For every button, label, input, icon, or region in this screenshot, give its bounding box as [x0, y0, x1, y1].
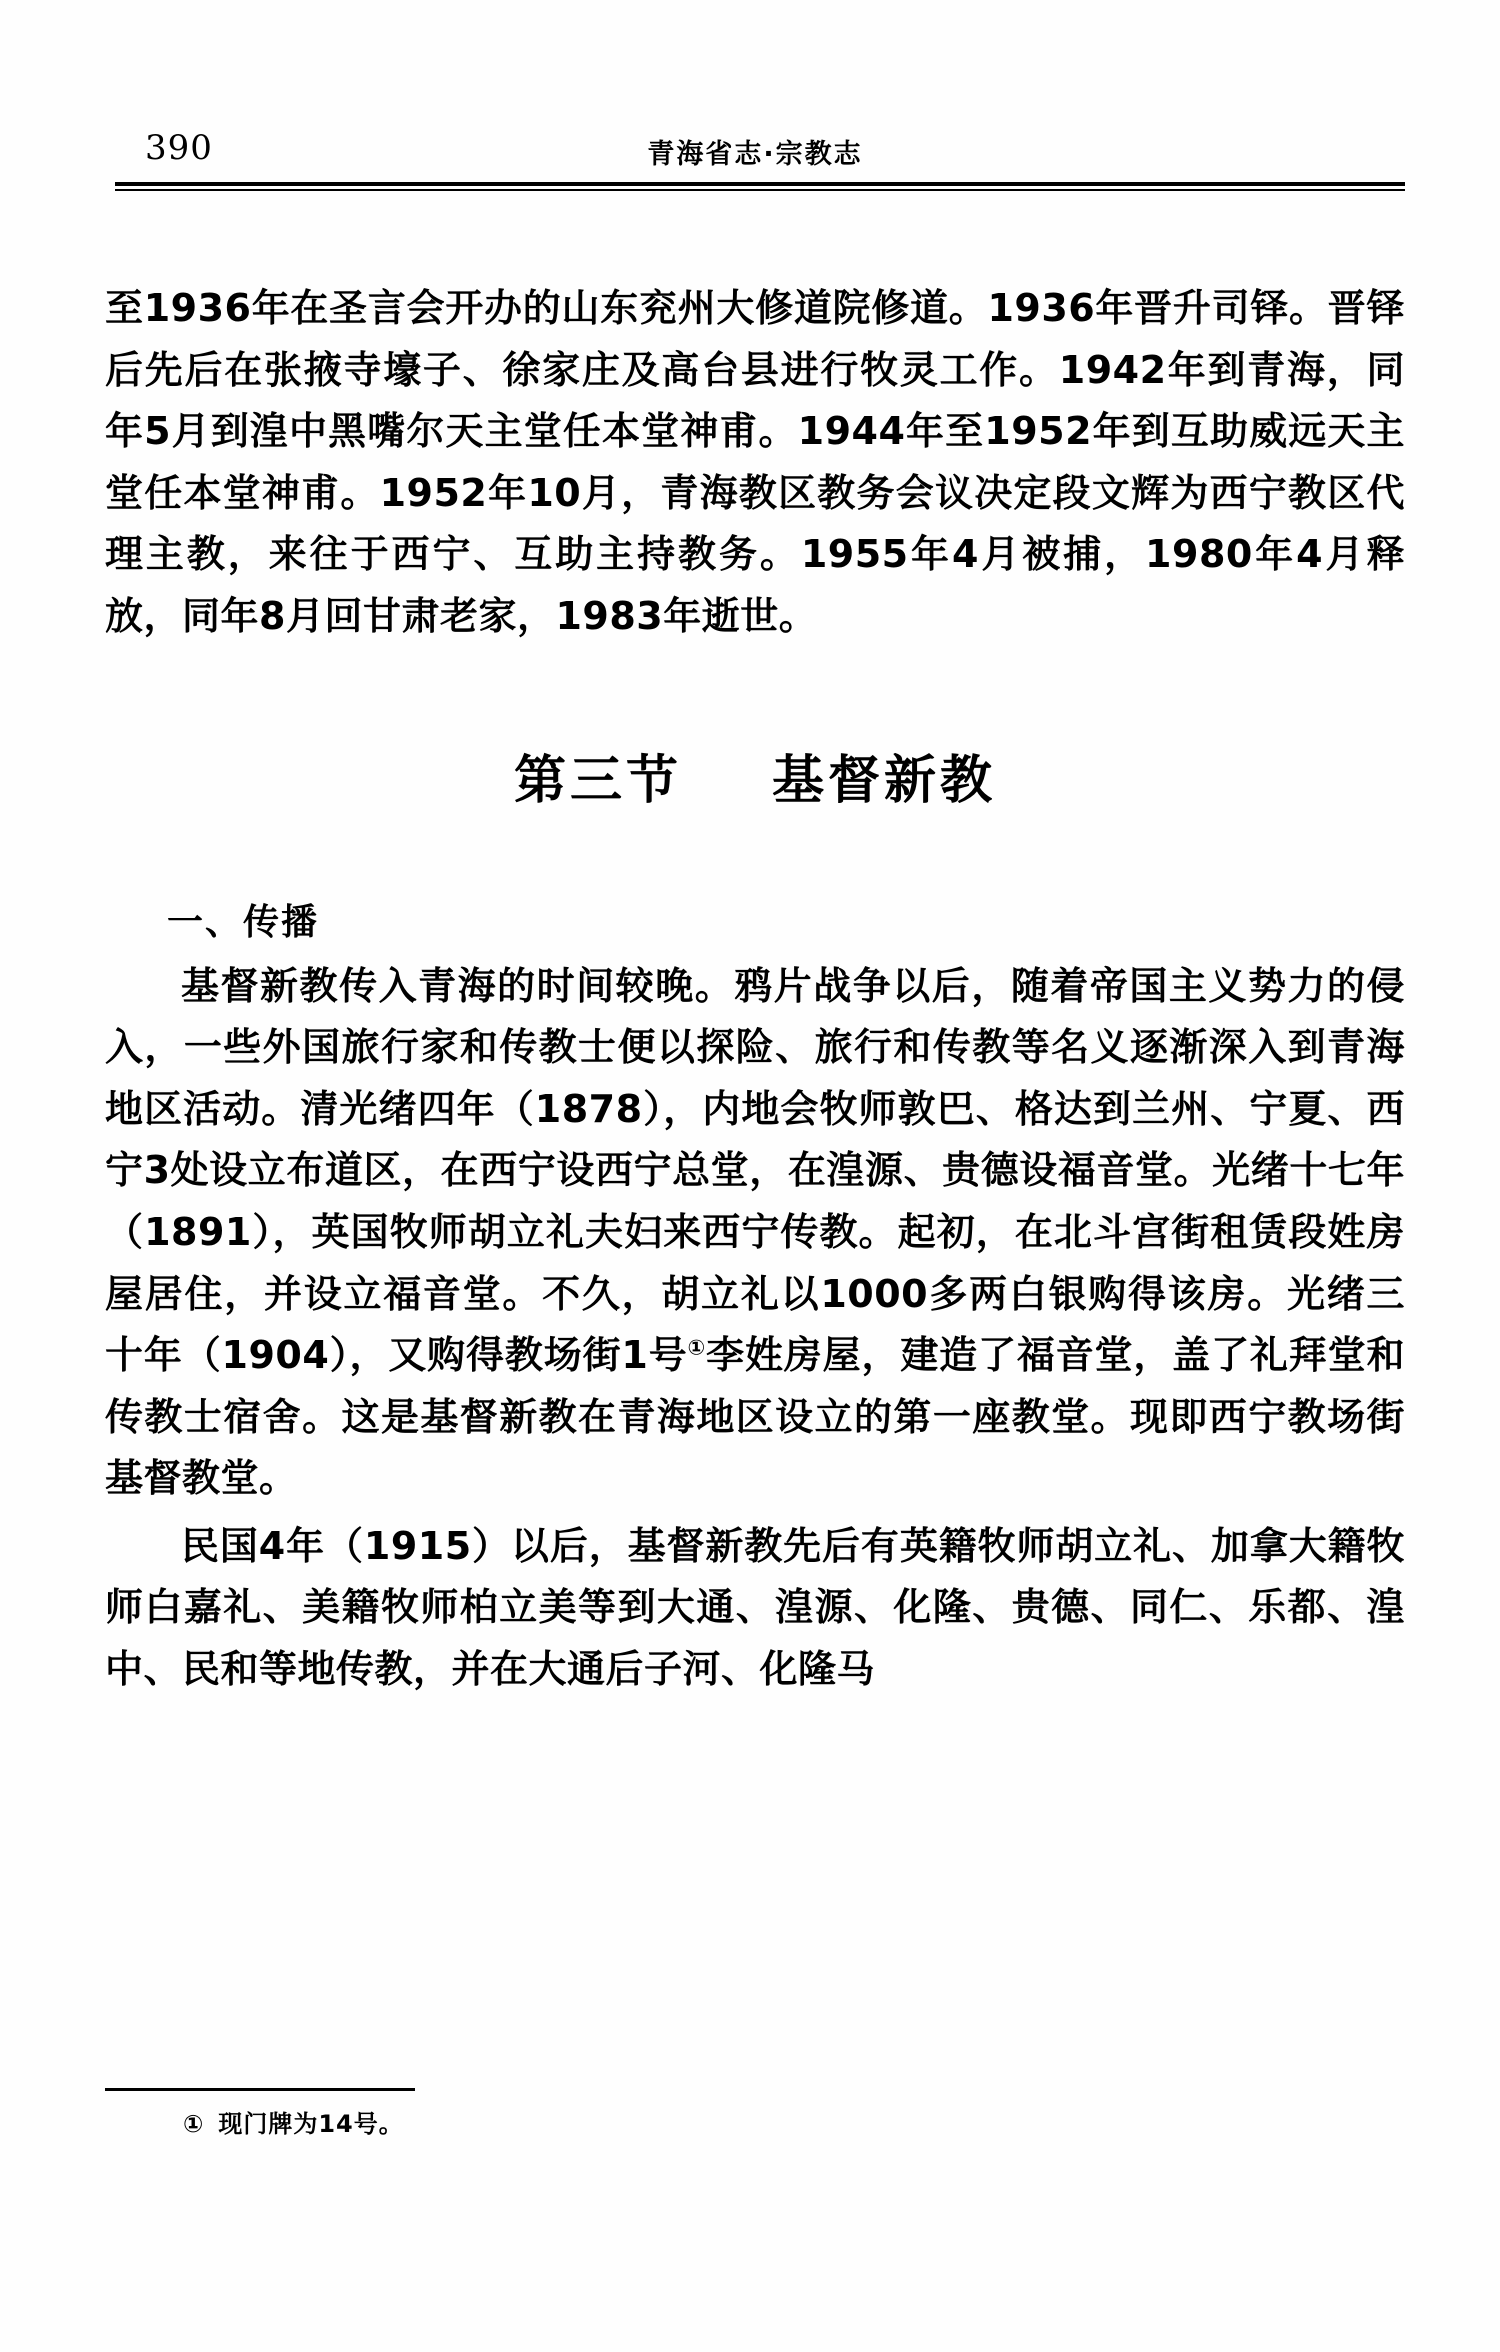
section-paragraph-1 [105, 956, 1405, 1510]
section-paragraph-1-part1: 基督新教传入青海的时间较晚。鸦片战争以后，随着帝国主义势力的侵入，一些外国旅行家和传教士便以探险、旅行和传教等名义逐渐深入到青海地区活动。清光绪四年（1878），内地会牧师敦巴、格达到兰州、宁夏、西宁3处设立布道区，在西宁设西宁总堂，在湟源、贵德设福音堂。光绪十七年（1891），英国牧师胡立礼夫妇来西宁传教。起初，在北斗宫街租赁段姓房屋居住，并设立福音堂。不久，胡立礼以1000多两白银购得该房。光绪三十年（1904），又购得教场街1号 [105, 963, 1405, 1378]
header-rule [115, 182, 1405, 191]
section-title: 基督新教 [772, 750, 997, 812]
page-number: 390 [145, 128, 213, 168]
footnote-reference: ① [687, 1335, 707, 1360]
page-header [105, 110, 1405, 178]
section-number: 第三节 [513, 750, 682, 812]
footnote-separator [105, 2088, 415, 2091]
footnote-marker: ① [183, 2110, 205, 2138]
subsection-heading: 一、传播 [167, 901, 320, 943]
running-title: 青海省志·宗教志 [647, 139, 863, 170]
paragraph-continuation: 至1936年在圣言会开办的山东兖州大修道院修道。1936年晋升司铎。晋铎后先后在张掖寺壕子、徐家庄及高台县进行牧灵工作。1942年到青海，同年5月到湟中黑嘴尔天主堂任本堂神甫。1944年至1952年到互助威远天主堂任本堂神甫。1952年10月，青海教区教务会议决定段文辉为西宁教区代理主教，来往于西宁、互助主持教务。1955年4月被捕，1980年4月释放，同年8月回甘肃老家，1983年逝世。 [105, 286, 1405, 638]
body-text [105, 278, 1405, 1700]
footnote-text: 现门牌为14号。 [218, 2110, 404, 2138]
section-paragraph-1-part2: 李姓房屋，建造了福音堂，盖了礼拜堂和传教士宿舍。这是基督新教在青海地区设立的第一座教堂。现即西宁教场街基督教堂。 [105, 1333, 1405, 1501]
section-heading [105, 739, 1405, 823]
page-content [105, 110, 1405, 1706]
footnote [105, 2104, 1483, 2139]
section-paragraph-2: 民国4年（1915）以后，基督新教先后有英籍牧师胡立礼、加拿大籍牧师白嘉礼、美籍牧师柏立美等到大通、湟源、化隆、贵德、同仁、乐都、湟中、民和等地传教，并在大通后子河、化隆马 [105, 1523, 1405, 1691]
